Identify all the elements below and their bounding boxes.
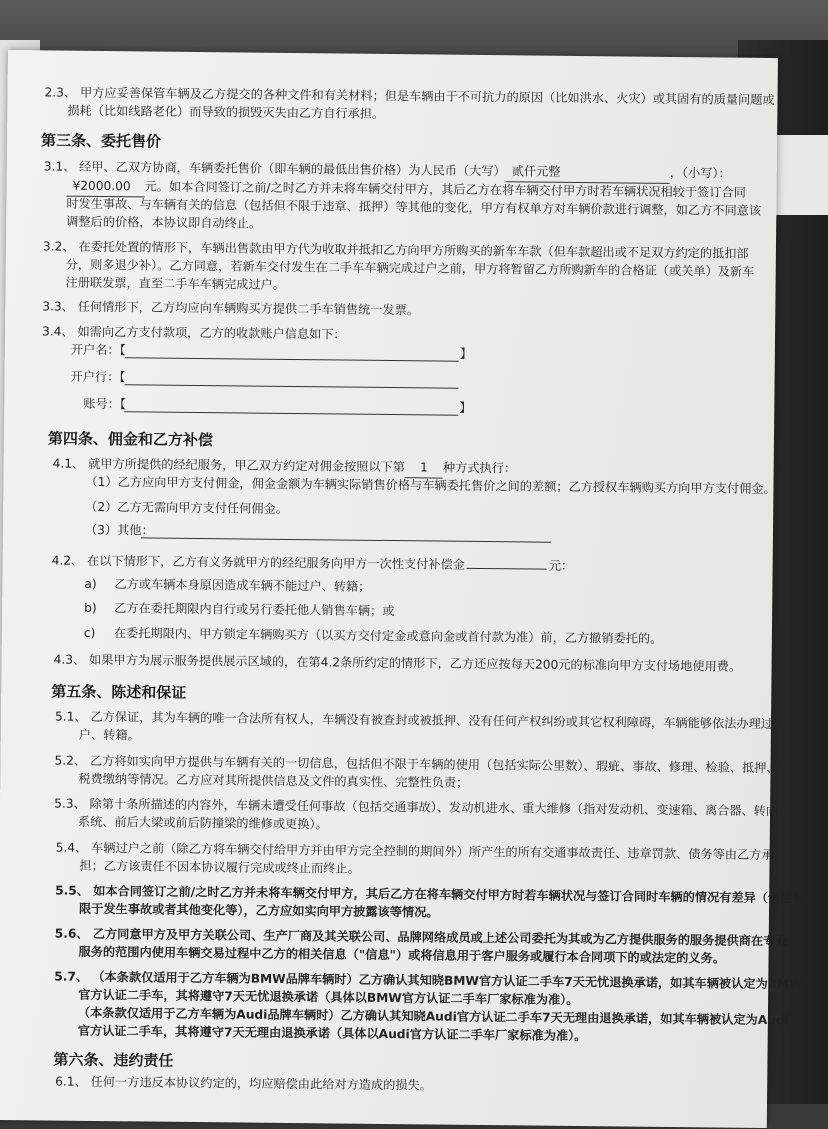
clause-5-3-line1: 5.3、 除第十条所描述的内容外，车辆未遭受任何事故（包括交通事故）、发动机进水、重大维修（指对发动机、变速箱、离合器、转向 — [54, 796, 779, 819]
clause-3-4-line1: 3.4、 如需向乙方支付款项，乙方的收款账户信息如下： — [41, 324, 346, 342]
account-name-close: 】 — [459, 346, 473, 361]
account-number-label: 账号：【 — [83, 396, 127, 412]
clause-3-2-line3: 注册联发票，直至二手车车辆完成过户。 — [65, 275, 286, 292]
section-4-heading: 第四条、佣金和乙方补偿 — [47, 429, 214, 450]
clause-4-2-line1 — [52, 550, 574, 575]
clause-4-2-unit: 元： — [548, 558, 574, 573]
clause-4-2-a: 乙方或车辆本身原因造成车辆不能过户、转籍； — [114, 577, 371, 594]
clause-4-2-b: 乙方在委托期限内自行或另行委托他人销售车辆；或 — [114, 601, 395, 619]
clause-3-1-text: 3.1、 经甲、乙双方协商，车辆委托售价（即车辆的最低出售价格）为人民币（大写） — [43, 159, 506, 179]
clause-4-2-b-mark: b) — [84, 600, 97, 615]
account-name-label: 开户名：【 — [70, 342, 126, 358]
clause-4-3: 4.3、 如果甲方为展示服务提供展示区域的，在第4.2条所约定的情形下，乙方还应按每天200元的标准向甲方支付场地使用费。 — [53, 652, 742, 674]
section-6-heading: 第六条、违约责任 — [53, 1050, 174, 1070]
commission-option-number: 1 — [405, 457, 443, 478]
clause-5-6-line2: 服务的范围内使用车辆交易过程中乙方的相关信息（"信息"）或将信息用于客户服务或履行本合同项下的或法定的义务。 — [78, 944, 726, 966]
clause-4-1-option1: （1）乙方应向甲方支付佣金，佣金金额为车辆实际销售价格与车辆委托售价之间的差额；乙方授权车辆购买方向甲方支付佣金。 — [85, 474, 776, 497]
clause-4-1-text-end: 种方式执行： — [442, 460, 517, 476]
price-in-figures: ¥2000.00 — [66, 176, 144, 198]
price-in-words: 贰仟元整 — [506, 161, 670, 184]
clause-5-5-line1: 5.5、 如本合同签订之前/之时乙方并未将车辆交付甲方，其后乙方在将车辆交付甲方时若车辆状况与签订合同时车辆的情况有差异（包括但不 — [55, 883, 817, 906]
bank-blank — [124, 384, 458, 388]
clause-5-4-line1: 5.4、 车辆过户之前（除乙方将车辆交付给甲方并由甲方完全控制的期间外）所产生的所有交通事故责任、违章罚款、债务等由乙方承 — [55, 840, 774, 863]
bank-label: 开户行：【 — [70, 369, 126, 385]
clause-3-3: 3.3、 任何情形下，乙方均应向车辆购买方提供二手车销售统一发票。 — [42, 299, 420, 318]
clause-3-1-line2-text: 元。如本合同签订之前/之时乙方并未将车辆交付甲方，其后乙方在将车辆交付甲方时若车辆状况相较于签订合同 — [144, 179, 746, 200]
clause-3-1-line3: 时发生事故、与车辆有关的信息（包括但不限于违章、抵押）等其他的变化，甲方有权单方对车辆价款进行调整，如乙方不同意该 — [66, 196, 762, 218]
account-number-close: 】 — [459, 400, 472, 415]
clause-3-2-line1: 3.2、 在委托处置的情形下，车辆出售款由甲方代为收取并抵扣乙方向甲方所购买的新车车款（但车款超出或不足双方约定的抵扣部 — [42, 239, 749, 261]
clause-5-7-line4: 官方认证二手车，其将遵守7天无理由退换承诺（具体以Audi官方认证二手车厂家标准为准）。 — [77, 1023, 587, 1044]
account-number-blank — [124, 411, 458, 415]
clause-3-1-lowercase-label: ，（小写）： — [669, 165, 731, 181]
account-name-blank — [125, 357, 459, 361]
clause-5-7-line1: 5.7、 （本条款仅适用于乙方车辆为BMW品牌车辆时）乙方确认其知晓BMW官方认证二手车7天无忧退换承诺，如其车辆被认定为BMW — [54, 969, 803, 992]
clause-5-7-line3: （本条款仅适用于乙方车辆为Audi品牌车辆时）乙方确认其知晓Audi官方认证二手车7天无理由退换承诺，如其车辆被认定为Audi — [77, 1005, 789, 1028]
contract-page — [0, 50, 817, 1128]
contract-text — [0, 50, 817, 1128]
clause-2-3-line1: 2.3、 甲方应妥善保管车辆及乙方提交的各种文件和有关材料；但是车辆由于不可抗力的原因（比如洪水、火灾）或其固有的质量问题或 — [44, 85, 775, 108]
clause-4-1-text: 4.1、 就甲方所提供的经纪服务，甲乙双方约定对佣金按照以下第 — [52, 456, 406, 475]
clause-4-2-a-mark: a) — [84, 576, 97, 591]
clause-5-7-line2: 官方认证二手车，其将遵守7天无忧退换承诺（具体以BMW官方认证二手车厂家标准为准）。 — [78, 987, 579, 1008]
clause-3-2-line2: 分，则多退少补）。乙方同意，若新车交付发生在二手车车辆完成过户之前，甲方将暂留乙方所购新车的合格证（或关单）及新车 — [65, 257, 755, 279]
clause-4-2-text: 4.2、 在以下情形下，乙方有义务就甲方的经纪服务向甲方一次性支付补偿金 — [51, 553, 465, 572]
clause-4-1-option2: （2）乙方无需向甲方支付任何佣金。 — [85, 499, 289, 516]
compensation-amount-blank — [467, 555, 547, 570]
clause-5-1-line1: 5.1、 乙方保证，其为车辆的唯一合法所有权人，车辆没有被查封或被抵押、没有任何产权纠纷或其它权利障碍，车辆能够依法办理过 — [54, 709, 774, 732]
clause-5-4-line2: 担；乙方该责任不因本协议履行完成或终止而终止。 — [79, 858, 360, 876]
clause-4-2-c: 在委托期限内、甲方锁定车辆购买方（以买方交付定金或意向金或首付款为准）前，乙方撤销委托的。 — [113, 626, 663, 646]
section-3-heading: 第三条、委托售价 — [40, 131, 162, 151]
section-5-heading: 第五条、陈述和保证 — [51, 682, 187, 702]
other-option-blank — [141, 537, 551, 542]
clause-5-2-line1: 5.2、 乙方将如实向甲方提供与车辆有关的一切信息，包括但不限于车辆的使用（包括实际公里数）、瑕疵、事故、修理、检验、抵押、 — [54, 753, 779, 776]
clause-6-1: 6.1、 任何一方违反本协议约定的，均应赔偿由此给对方造成的损失。 — [55, 1074, 432, 1093]
clause-4-2-c-mark: c) — [83, 625, 96, 640]
clause-5-6-line1: 5.6、 乙方同意甲方及甲方关联公司、生产厂商及其关联公司、品牌网络成员或上述公司委托为其或为乙方提供服务的服务提供商在专业 — [54, 926, 788, 949]
clause-3-1-line4: 调整后的价格，本协议即自动终止。 — [66, 214, 262, 231]
clause-5-5-line2: 限于发生事故或者其他变化等），乙方应如实向甲方披露该等情况。 — [78, 901, 439, 920]
clause-4-1-option3: （3）其他： — [84, 522, 154, 538]
clause-5-1-line2: 户、转籍。 — [78, 727, 140, 743]
clause-2-3-line2: 损耗（比如线路老化）而导致的损毁灭失由乙方自行承担。 — [67, 103, 385, 121]
clause-5-2-line2: 税费缴纳等情况。乙方应对其所提供信息及文件的真实性、完整性负责； — [78, 771, 469, 790]
clause-5-3-line2: 系统、前后大梁或前后防撞梁的维修或更换）。 — [77, 814, 328, 832]
